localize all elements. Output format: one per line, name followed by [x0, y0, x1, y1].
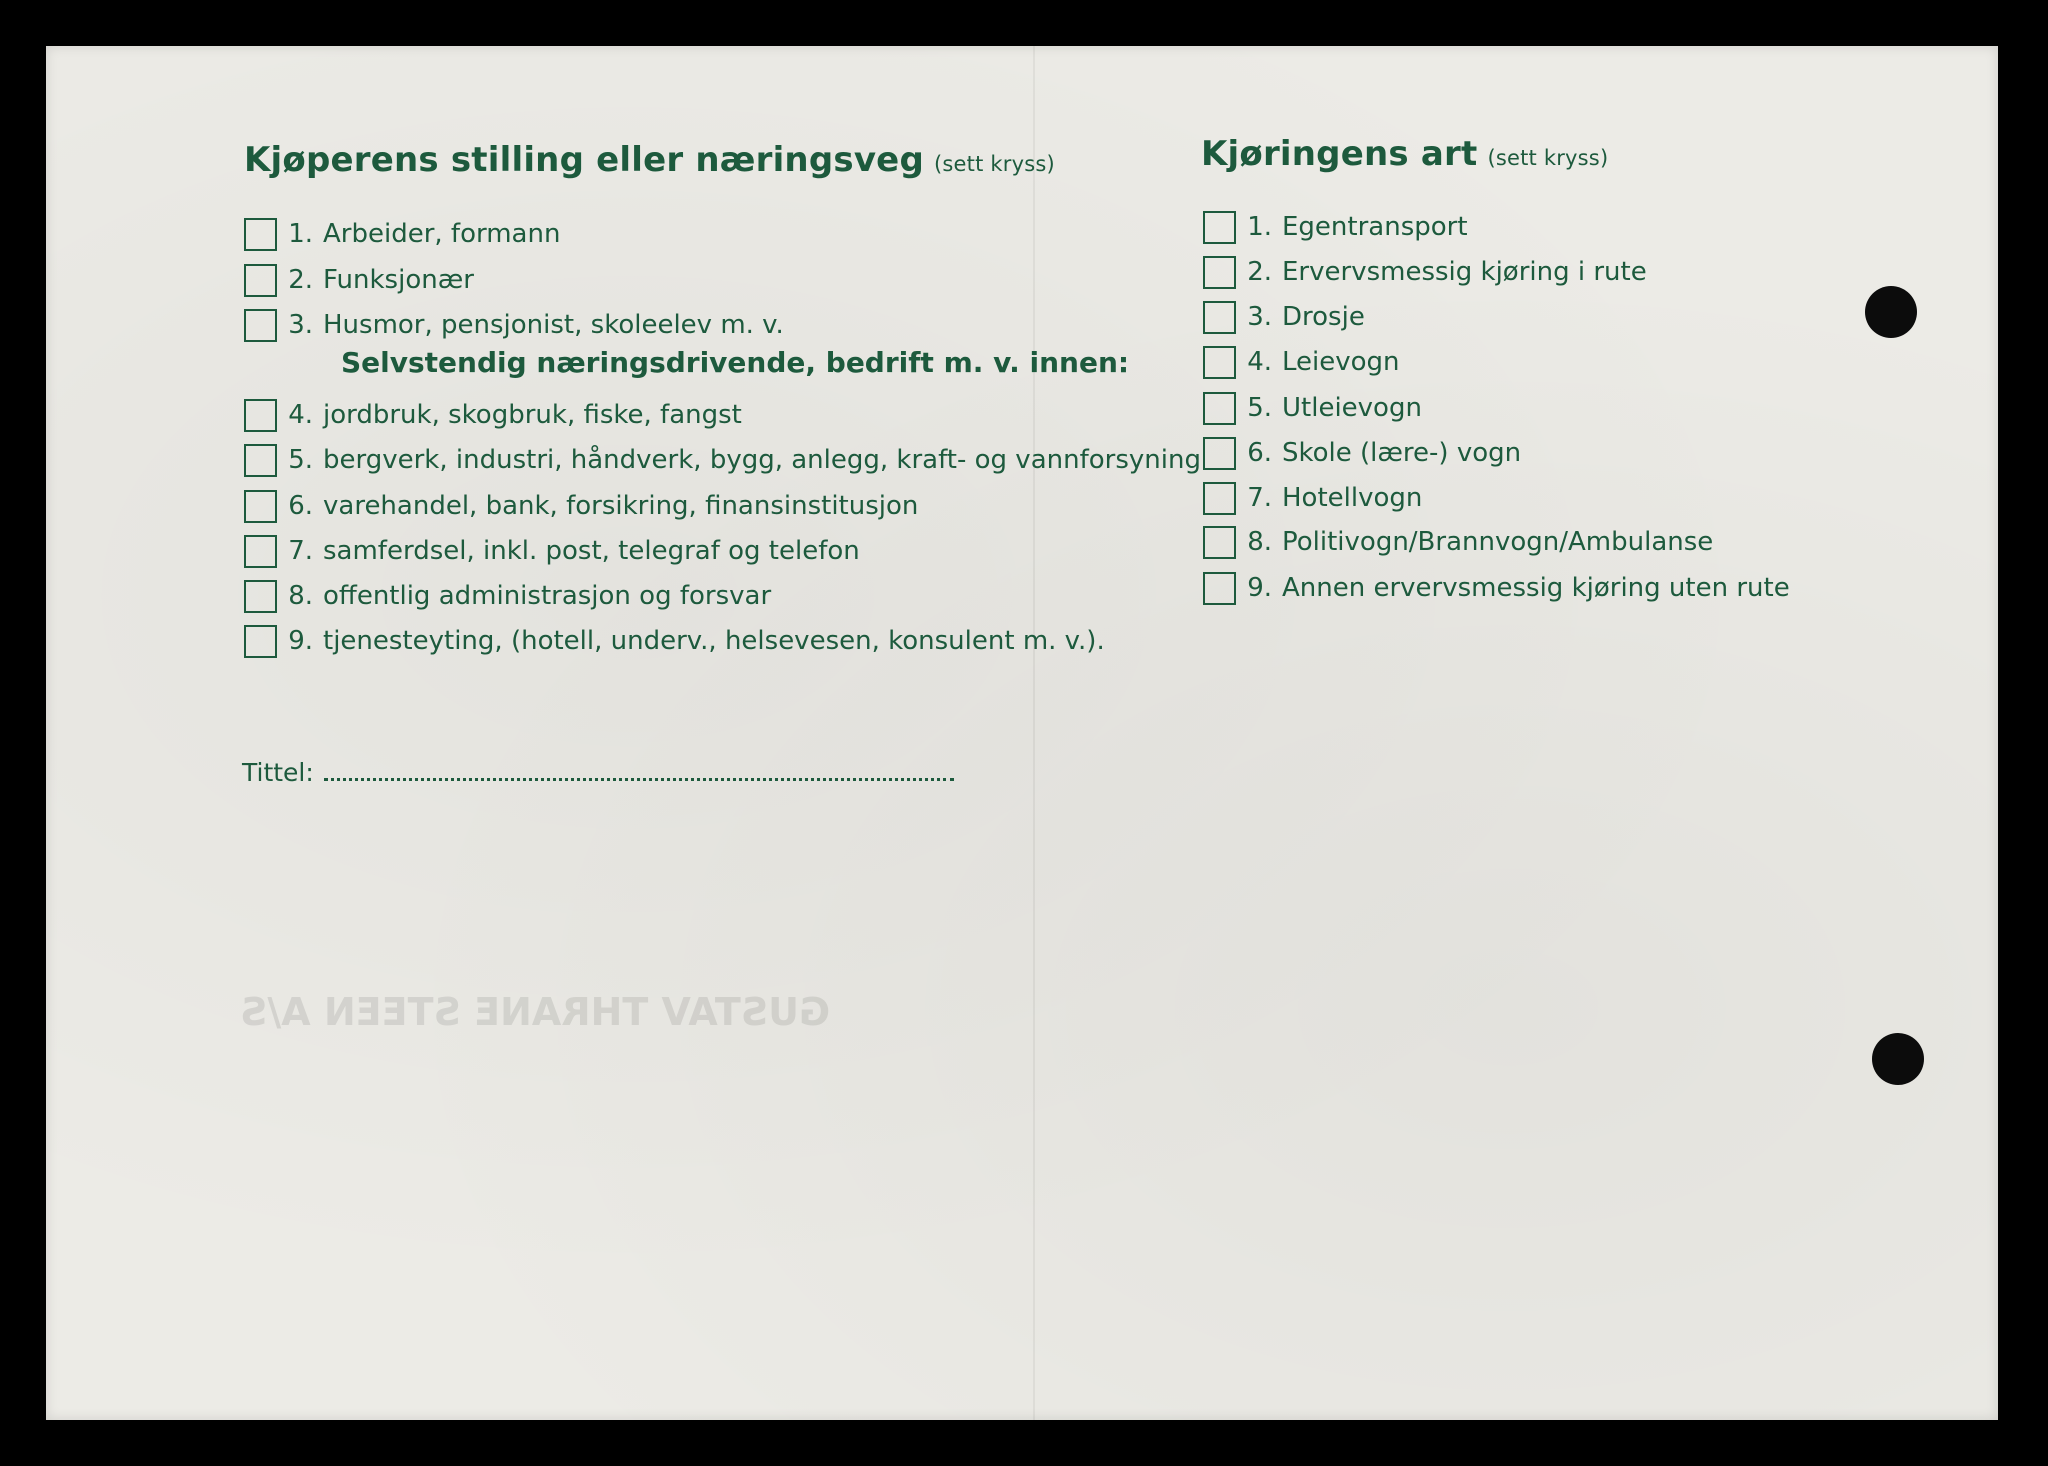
checkbox[interactable]: [244, 264, 277, 297]
item-number: 4.: [1247, 347, 1272, 377]
item-label: bergverk, industri, håndverk, bygg, anlegg, kraft- og vannforsyning: [323, 445, 1201, 475]
item-number: 5.: [288, 445, 313, 475]
checkbox[interactable]: [1203, 482, 1236, 515]
item-label: samferdsel, inkl. post, telegraf og telefon: [323, 536, 860, 566]
checkbox[interactable]: [1203, 392, 1236, 425]
checkbox-row[interactable]: [244, 576, 771, 616]
checkbox[interactable]: [1203, 256, 1236, 289]
right-heading: [1201, 134, 1608, 174]
checkbox[interactable]: [1203, 346, 1236, 379]
checkbox-row[interactable]: [1203, 388, 1422, 428]
item-label: Funksjonær: [323, 265, 474, 295]
item-number: 9.: [1247, 573, 1272, 603]
item-label: Utleievogn: [1282, 393, 1422, 423]
item-number: 5.: [1247, 393, 1272, 423]
checkbox-row[interactable]: [1203, 478, 1422, 518]
checkbox-row[interactable]: [1203, 252, 1647, 292]
right-heading-text: Kjøringens art: [1201, 134, 1478, 174]
right-heading-hint: (sett kryss): [1487, 146, 1609, 170]
checkbox[interactable]: [244, 399, 277, 432]
item-number: 3.: [288, 310, 313, 340]
punch-hole-top: [1865, 286, 1917, 338]
item-label: Annen ervervsmessig kjøring uten rute: [1282, 573, 1790, 603]
bleed-through-stamp: GUSTAV THRANE STEEN A/S: [240, 990, 831, 1034]
checkbox-row[interactable]: [1203, 433, 1521, 473]
item-number: 1.: [1247, 212, 1272, 242]
tittel-field[interactable]: [242, 758, 954, 787]
left-heading: [244, 140, 1055, 180]
checkbox[interactable]: [244, 580, 277, 613]
checkbox[interactable]: [1203, 572, 1236, 605]
item-label: Arbeider, formann: [323, 219, 561, 249]
tittel-line[interactable]: [324, 774, 954, 781]
item-number: 2.: [288, 265, 313, 295]
left-heading-hint: (sett kryss): [933, 152, 1055, 176]
item-label: tjenesteyting, (hotell, underv., helsevesen, konsulent m. v.).: [323, 626, 1105, 656]
checkbox[interactable]: [1203, 301, 1236, 334]
checkbox[interactable]: [244, 490, 277, 523]
item-number: 6.: [1247, 438, 1272, 468]
checkbox[interactable]: [1203, 211, 1236, 244]
item-number: 8.: [1247, 527, 1272, 557]
checkbox[interactable]: [244, 625, 277, 658]
item-label: Drosje: [1282, 302, 1365, 332]
item-number: 1.: [288, 219, 313, 249]
item-label: Hotellvogn: [1282, 483, 1423, 513]
item-label: varehandel, bank, forsikring, finansinstitusjon: [323, 491, 919, 521]
item-label: jordbruk, skogbruk, fiske, fangst: [323, 400, 742, 430]
checkbox-row[interactable]: [1203, 297, 1365, 337]
item-number: 9.: [288, 626, 313, 656]
checkbox[interactable]: [244, 218, 277, 251]
item-label: Ervervsmessig kjøring i rute: [1282, 257, 1647, 287]
checkbox-row[interactable]: [1203, 568, 1790, 608]
item-number: 7.: [288, 536, 313, 566]
tittel-label: Tittel:: [242, 758, 314, 787]
item-label: Husmor, pensjonist, skoleelev m. v.: [323, 310, 784, 340]
item-number: 2.: [1247, 257, 1272, 287]
item-number: 4.: [288, 400, 313, 430]
fold-line: [1033, 46, 1035, 1420]
checkbox[interactable]: [244, 309, 277, 342]
item-number: 6.: [288, 491, 313, 521]
checkbox[interactable]: [1203, 526, 1236, 559]
left-heading-text: Kjøperens stilling eller næringsveg: [244, 140, 924, 180]
checkbox-row[interactable]: [244, 260, 474, 300]
checkbox[interactable]: [1203, 437, 1236, 470]
item-label: Skole (lære-) vogn: [1282, 438, 1522, 468]
checkbox-row[interactable]: [1203, 207, 1468, 247]
item-number: 7.: [1247, 483, 1272, 513]
checkbox-row[interactable]: [244, 621, 1105, 661]
checkbox-row[interactable]: [1203, 342, 1400, 382]
left-subheading: Selvstendig næringsdrivende, bedrift m. v. innen:: [341, 346, 1130, 379]
checkbox-row[interactable]: [244, 486, 918, 526]
item-label: Politivogn/Brannvogn/Ambulanse: [1282, 527, 1714, 557]
checkbox-row[interactable]: [244, 214, 560, 254]
item-label: offentlig administrasjon og forsvar: [323, 581, 772, 611]
checkbox-row[interactable]: [1203, 522, 1713, 562]
item-number: 8.: [288, 581, 313, 611]
item-label: Leievogn: [1282, 347, 1400, 377]
checkbox-row[interactable]: [244, 395, 742, 435]
checkbox-row[interactable]: [244, 440, 1201, 480]
checkbox[interactable]: [244, 444, 277, 477]
item-number: 3.: [1247, 302, 1272, 332]
item-label: Egentransport: [1282, 212, 1468, 242]
checkbox-row[interactable]: [244, 531, 860, 571]
checkbox[interactable]: [244, 535, 277, 568]
punch-hole-bottom: [1872, 1033, 1924, 1085]
checkbox-row[interactable]: [244, 305, 784, 345]
